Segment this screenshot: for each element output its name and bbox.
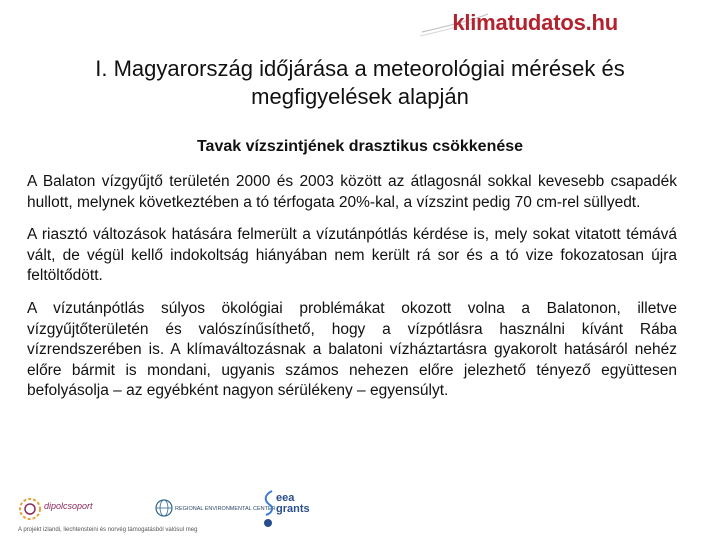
section-subtitle: Tavak vízszintjének drasztikus csökkenése	[196, 138, 524, 155]
paragraph: A riasztó változások hatására felmerült a vízutánpótlás kérdése is, mely sokat vitatott témává vált, de végül kellő indokoltság hiányában nem került rá sor és a tó vize fokozatosan újra feltöltődött.	[27, 226, 677, 285]
logo-text: dipolcsoport	[44, 501, 93, 511]
dipolcsoport-logo	[18, 495, 148, 523]
brand-logo	[418, 6, 618, 42]
footer-logos	[0, 485, 720, 540]
eea-grants-logo	[262, 489, 312, 533]
paragraph: A Balaton vízgyűjtő területén 2000 és 2003 között az átlagosnál sokkal kevesebb csapadék hullott, melynek következtében a tó térfogata 20%-kal, a vízszint pedig 70 cm-rel süllyedt.	[27, 173, 677, 211]
dipol-circle-icon	[18, 497, 42, 521]
eea-swirl-icon	[262, 489, 276, 529]
globe-icon	[155, 499, 173, 517]
logo-text: eea grants	[276, 492, 310, 515]
paragraph: A vízutánpótlás súlyos ökológiai problémákat okozott volna a Balatonon, illetve vízgyűjtőterületén és valószínűsíthető, hogy a vízpótlásra használni kívánt Rába vízrendszerében is. A klímaváltozásnak a balatoni vízháztartásra gyakorolt hatásáról nehéz előre bármit is mondani, ugyanis számos nehezen előre jelezhető tényező együttesen befolyásolja – az egyébként nagyon sérülékeny – egyensúlyt.	[27, 299, 677, 400]
page-title: I. Magyarország időjárása a meteorológiai mérések és megfigyelések alapján	[95, 56, 625, 109]
rec-logo	[155, 497, 276, 519]
footer-caption: A projekt izlandi, liechtensteini és norvég támogatásból valósul meg	[18, 527, 198, 533]
body-text	[27, 172, 677, 414]
logo-text: REGIONAL ENVIRONMENTAL CENTER	[175, 506, 276, 512]
brand-name: klimatudatos.hu	[452, 10, 618, 35]
